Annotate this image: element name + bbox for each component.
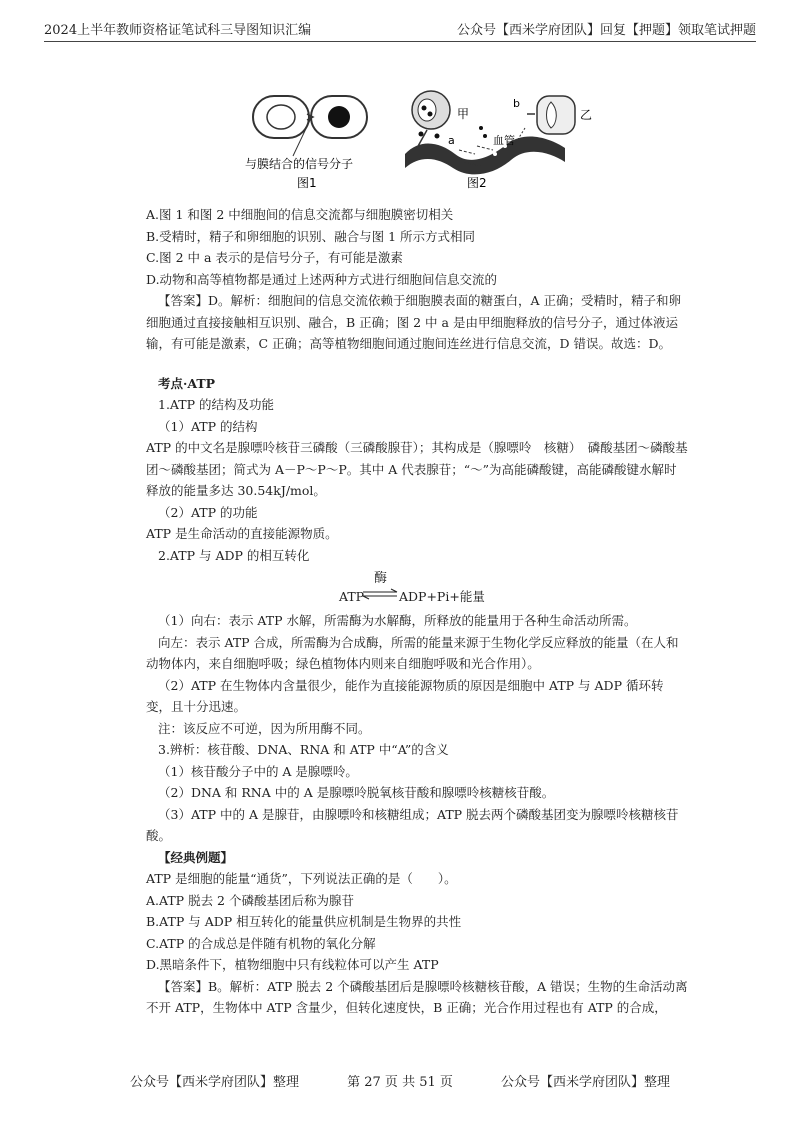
subsection-3: 3.辨析：核苷酸、DNA、RNA 和 ATP 中“A”的含义 bbox=[158, 742, 449, 757]
reversible-arrow bbox=[361, 588, 399, 600]
subsection-1a: （1）ATP 的结构 bbox=[158, 418, 258, 434]
cell-communication-figure bbox=[245, 88, 593, 200]
label-vessel: 血管 bbox=[493, 134, 515, 147]
fig1-label: 图1 bbox=[297, 176, 317, 190]
page-header bbox=[44, 12, 756, 42]
header-title: 2024上半年教师资格证笔试科三导图知识汇编 bbox=[44, 23, 312, 38]
footer-right: 公众号【西米学府团队】整理 bbox=[500, 1075, 670, 1090]
q1-answer: 【答案】D。解析：细胞间的信息交流依赖于细胞膜表面的糖蛋白，A 正确；受精时，精子和卵细胞通过直接接触相互识别、融合，B 正确；图 2 中 a 是由甲细胞释放的信号分子，通过体液运输，有可能是激素，C 正确；高等植物细胞间通过胞间连丝进行信息交流，D 错误。故选：D。 bbox=[146, 293, 682, 351]
subsection-1: 1.ATP 的结构及功能 bbox=[158, 397, 274, 412]
direction-right: （1）向右：表示 ATP 水解，所需酶为水解酶，所释放的能量用于各种生命活动所需。 bbox=[158, 613, 637, 628]
example-title: 【经典例题】 bbox=[158, 849, 234, 865]
fig1-caption: 与膜结合的信号分子 bbox=[245, 157, 354, 171]
footer-left: 公众号【西米学府团队】整理 bbox=[130, 1075, 300, 1090]
equation-enzyme: 酶 bbox=[374, 571, 388, 586]
note-text: 注：该反应不可逆，因为所用酶不同。 bbox=[158, 720, 371, 736]
example-answer: 【答案】B。解析：ATP 脱去 2 个磷酸基团后是腺嘌呤核糖核苷酸，A 错误；生物的生命活动离不开 ATP，生物体中 ATP 含量少，但转化速度快，B 正确；光合作用过程也有 ATP 的合成， bbox=[146, 978, 688, 1015]
label-a: a bbox=[448, 134, 455, 147]
subsection-3a: （1）核苷酸分子中的 A 是腺嘌呤。 bbox=[158, 763, 358, 779]
atp-cycle-text: （2）ATP 在生物体内含量很少，能作为直接能源物质的原因是细胞中 ATP 与 ADP 循环转变，且十分迅速。 bbox=[146, 677, 664, 714]
equation-right: ADP+Pi+能量 bbox=[399, 589, 485, 604]
subsection-1b: （2）ATP 的功能 bbox=[158, 504, 258, 520]
q1-option-d: D.动物和高等植物都是通过上述两种方式进行细胞间信息交流的 bbox=[146, 271, 498, 287]
q1-option-a: A.图 1 和图 2 中细胞间的信息交流都与细胞膜密切相关 bbox=[146, 207, 454, 222]
page-body bbox=[146, 204, 688, 1019]
q1-option-b: B.受精时，精子和卵细胞的识别、融合与图 1 所示方式相同 bbox=[146, 228, 476, 244]
subsection-3b: （2）DNA 和 RNA 中的 A 是腺嘌呤脱氧核苷酸和腺嘌呤核糖核苷酸。 bbox=[158, 785, 555, 800]
figure-2 bbox=[405, 91, 592, 190]
subsection-2: 2.ATP 与 ADP 的相互转化 bbox=[158, 547, 310, 563]
atp-function-text: ATP 是生命活动的直接能源物质。 bbox=[146, 526, 338, 541]
atp-adp-equation bbox=[146, 566, 688, 610]
figure-1 bbox=[245, 96, 367, 190]
fig2-label: 图2 bbox=[467, 176, 487, 190]
example-stem: ATP 是细胞的能量“通货”，下列说法正确的是（ ）。 bbox=[146, 871, 457, 886]
label-yi: 乙 bbox=[580, 108, 593, 122]
page-number: 第 27 页 共 51 页 bbox=[347, 1075, 453, 1090]
example-option-c: C.ATP 的合成总是伴随有机物的氧化分解 bbox=[146, 935, 376, 951]
header-promo: 公众号【西米学府团队】回复【押题】领取笔试押题 bbox=[456, 23, 756, 38]
direction-left: 向左：表示 ATP 合成，所需酶为合成酶，所需的能量来源于生物化学反应释放的能量（在人和动物体内，来自细胞呼吸；绿色植物体内则来自细胞呼吸和光合作用）。 bbox=[146, 634, 679, 671]
label-b: b bbox=[513, 97, 520, 110]
example-option-d: D.黑暗条件下，植物细胞中只有线粒体可以产生 ATP bbox=[146, 957, 439, 972]
example-option-a: A.ATP 脱去 2 个磷酸基团后称为腺苷 bbox=[146, 892, 354, 908]
section-title: 考点·ATP bbox=[158, 375, 216, 391]
example-option-b: B.ATP 与 ADP 相互转化的能量供应机制是生物界的共性 bbox=[146, 914, 462, 929]
equation-left: ATP bbox=[339, 589, 365, 604]
atp-structure-text: ATP 的中文名是腺嘌呤核苷三磷酸（三磷酸腺苷）；其构成是（腺嘌呤 核糖） 磷酸基团～磷酸基团～磷酸基团；简式为 A－P～P～P。其中 A 代表腺苷；“～”为高能磷酸键，高能磷酸键水解时释放的能量多达 30.54kJ/mol。 bbox=[146, 440, 688, 498]
label-jia: 甲 bbox=[457, 107, 470, 121]
q1-option-c: C.图 2 中 a 表示的是信号分子，有可能是激素 bbox=[146, 250, 403, 265]
page-footer bbox=[130, 1071, 670, 1090]
subsection-3c: （3）ATP 中的 A 是腺苷，由腺嘌呤和核糖组成；ATP 脱去两个磷酸基团变为腺嘌呤核糖核苷酸。 bbox=[146, 806, 679, 843]
